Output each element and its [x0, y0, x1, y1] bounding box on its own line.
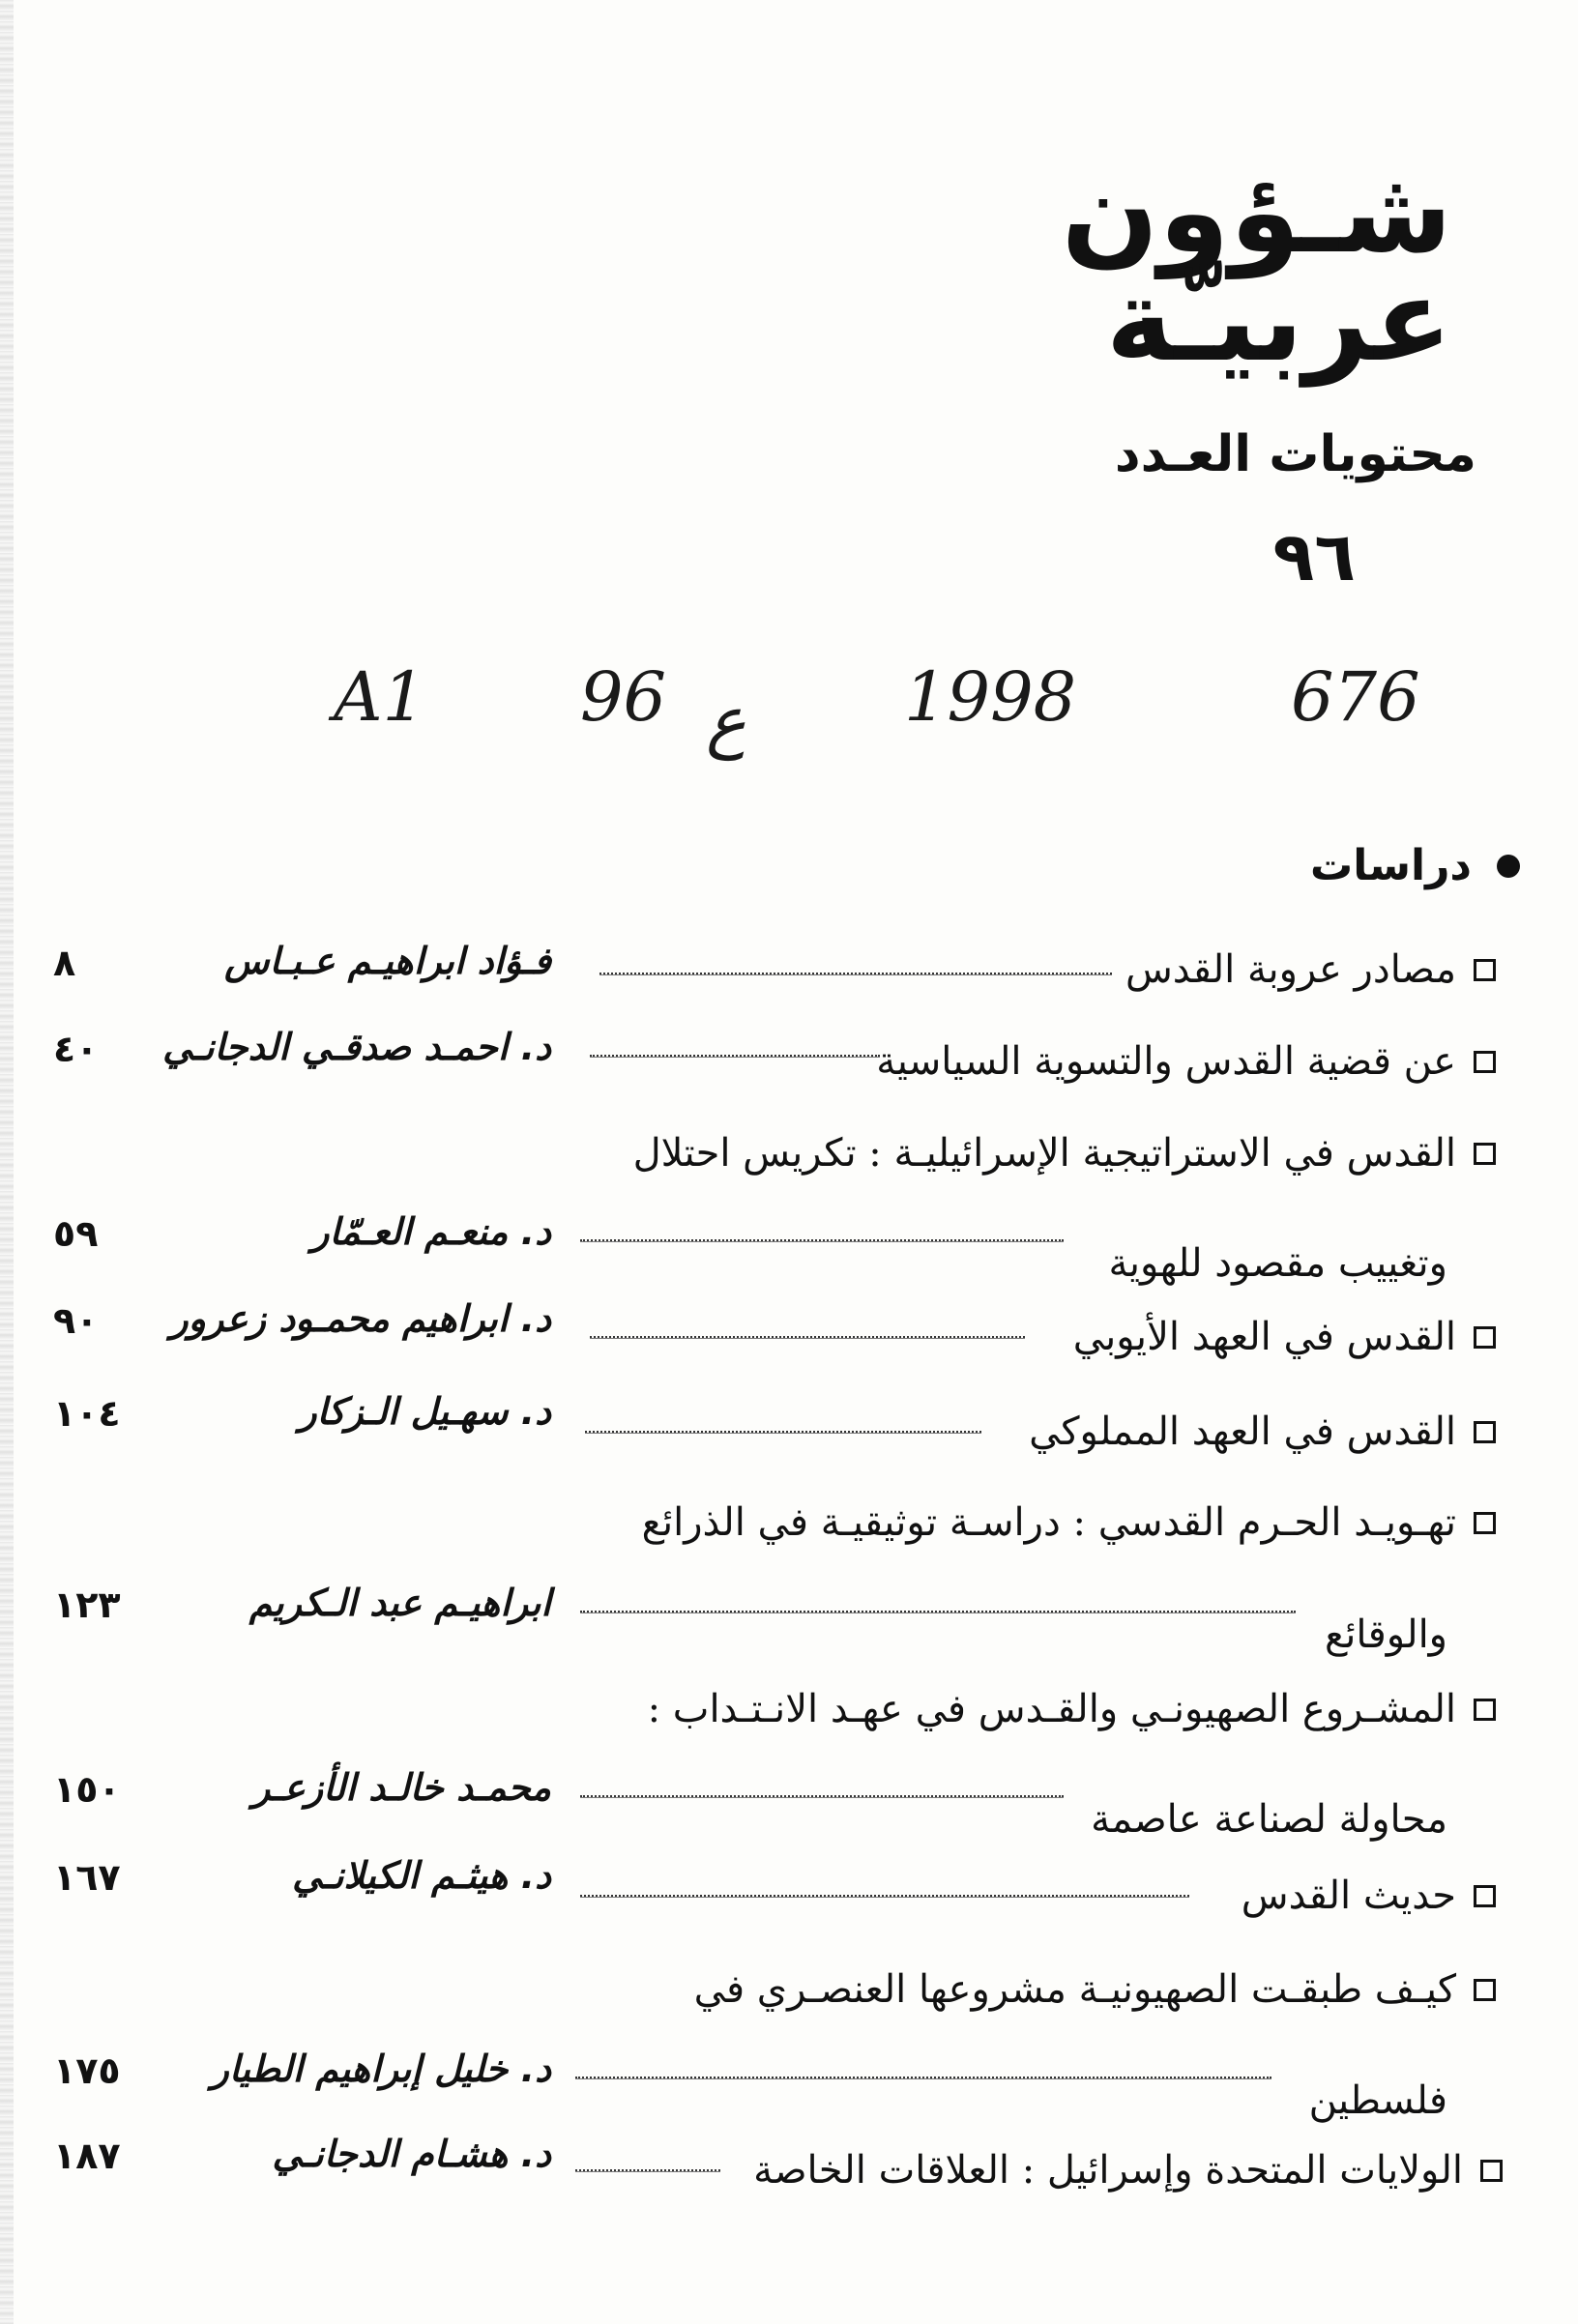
toc-entry-title [1242, 1874, 1496, 1918]
bullet-icon [1497, 855, 1520, 878]
toc-entry-author: د. هشـام الدجانـي [272, 2133, 551, 2175]
dotted-leader [580, 1895, 1189, 1898]
toc-entry-page: ١٨٧ [53, 2135, 121, 2177]
logo-line-1: شـؤون [1061, 145, 1452, 278]
toc-entry-page: ١٧٥ [53, 2049, 121, 2092]
handwritten-note-1: A1 [334, 657, 426, 737]
toc-entry-title-text: حديث القدس [1241, 1874, 1456, 1918]
toc-entry-title-text: المشـروع الصهيونـي والقـدس في عهـد الانـتـداب : [647, 1687, 1456, 1731]
checkbox-icon [1474, 959, 1496, 981]
toc-entry-page: ١٢٣ [53, 1583, 121, 1626]
toc-entry [0, 1687, 1578, 1755]
toc-entry [0, 1131, 1578, 1199]
toc-entry-title [1073, 1315, 1496, 1359]
logo-line-2: عربيـّة [1105, 253, 1452, 387]
checkbox-icon [1474, 1421, 1496, 1443]
checkbox-icon [1474, 1326, 1496, 1349]
toc-entry-page: ٨ [53, 942, 76, 984]
toc-entry-page: ١٦٧ [53, 1856, 121, 1899]
dotted-leader [599, 973, 1112, 975]
toc-entry-title [633, 1131, 1496, 1176]
section-title: دراسات [1310, 841, 1472, 890]
checkbox-icon [1474, 1979, 1496, 2001]
toc-entry-title-text: القدس في الاستراتيجية الإسرائيليـة : تكريس احتلال [632, 1131, 1456, 1176]
toc-entry-author: د. سهـيل الـزكار [299, 1390, 551, 1433]
toc-entry-title-text: كيـف طبقـت الصهيونيـة مشروعها العنصـري في [693, 1967, 1456, 2012]
toc-entry-title-cont: والوقائع [1324, 1612, 1447, 1657]
toc-entry-title-cont: محاولة لصناعة عاصمة [1091, 1797, 1447, 1842]
checkbox-icon [1474, 1051, 1496, 1073]
toc-entry-page: ٩٠ [53, 1299, 99, 1342]
dotted-leader [575, 2169, 720, 2172]
toc-entry [0, 2133, 1578, 2216]
checkbox-icon [1474, 1512, 1496, 1534]
toc-entry-title [753, 2148, 1503, 2193]
toc-entry-title [642, 1500, 1496, 1545]
toc-entry [0, 1500, 1578, 1568]
dotted-leader [575, 2077, 1271, 2079]
toc-entry-author: د. هيثـم الكيلانـي [292, 1854, 551, 1897]
checkbox-icon [1474, 1885, 1496, 1907]
toc-entry-title [1029, 1409, 1496, 1454]
journal-logo [1061, 145, 1452, 387]
dotted-leader [585, 1431, 981, 1434]
toc-entry-continuation [0, 2048, 1578, 2129]
toc-entry-continuation [0, 1582, 1578, 1665]
handwritten-note-4: 1998 [904, 657, 1077, 737]
toc-entry-title-text: تهـويـد الحـرم القدسي : دراسـة توثيقيـة في الذرائع [641, 1500, 1456, 1545]
toc-entry-page: ٥٩ [53, 1212, 99, 1255]
toc-entry-title-text: القدس في العهد المملوكي [1029, 1409, 1456, 1454]
toc-entry-title [876, 1039, 1496, 1084]
toc-entry [0, 1390, 1578, 1477]
toc-entry-author: محمـد خالـد الأزعـر [252, 1766, 551, 1809]
handwritten-note-5: 676 [1291, 657, 1420, 737]
toc-entry-title-cont: وتغييب مقصود للهوية [1108, 1241, 1447, 1286]
dotted-leader [590, 1336, 1025, 1339]
dotted-leader [590, 1055, 880, 1058]
handwritten-note-2: 96 [580, 657, 667, 737]
toc-entry-title [648, 1687, 1496, 1731]
toc-entry [0, 940, 1578, 1015]
toc-entry-page: ٤٠ [53, 1028, 99, 1070]
handwritten-note-3: ع [706, 682, 746, 761]
toc-entry-author: د. منعـم العـمّار [311, 1210, 551, 1253]
toc-entry-continuation [0, 1766, 1578, 1851]
toc-entry-title-cont: فلسطين [1308, 2078, 1447, 2123]
toc-entry-continuation [0, 1210, 1578, 1293]
toc-entry [0, 1297, 1578, 1382]
toc-entry-author: د. ابراهيم محمـود زعرور [170, 1297, 551, 1340]
section-heading [1310, 841, 1520, 890]
checkbox-icon [1474, 1699, 1496, 1721]
dotted-leader [580, 1795, 1064, 1798]
toc-entry-title [694, 1967, 1496, 2012]
toc-entry-author: د. احمـد صدقـي الدجانـي [162, 1026, 551, 1068]
toc-entry-title-text: عن قضية القدس والتسوية السياسية [876, 1039, 1456, 1084]
toc-entry-author: د. خليل إبراهيم الطيار [211, 2048, 551, 2090]
toc-entry-title-text: القدس في العهد الأيوبي [1072, 1315, 1456, 1359]
toc-entry-author: ابراهيـم عبد الـكريم [248, 1582, 551, 1624]
toc-entry-title [1125, 947, 1496, 992]
dotted-leader [580, 1239, 1064, 1242]
issue-number: ٩٦ [1272, 517, 1356, 596]
checkbox-icon [1474, 1143, 1496, 1165]
toc-entry-page: ١٠٤ [53, 1392, 121, 1435]
checkbox-icon [1480, 2160, 1503, 2182]
dotted-leader [580, 1611, 1296, 1613]
toc-entry-author: فـؤاد ابراهيـم عـبـاس [224, 940, 551, 982]
contents-title: محتويات العـدد [1114, 425, 1476, 483]
toc-entry [0, 1026, 1578, 1107]
toc-entry-title-text: الولايات المتحدة وإسرائيل : العلاقات الخاصة [753, 2148, 1463, 2193]
toc-entry-page: ١٥٠ [53, 1768, 121, 1811]
toc-entry [0, 1967, 1578, 2035]
toc-entry-title-text: مصادر عروبة القدس [1125, 947, 1456, 992]
toc-entry [0, 1854, 1578, 1941]
